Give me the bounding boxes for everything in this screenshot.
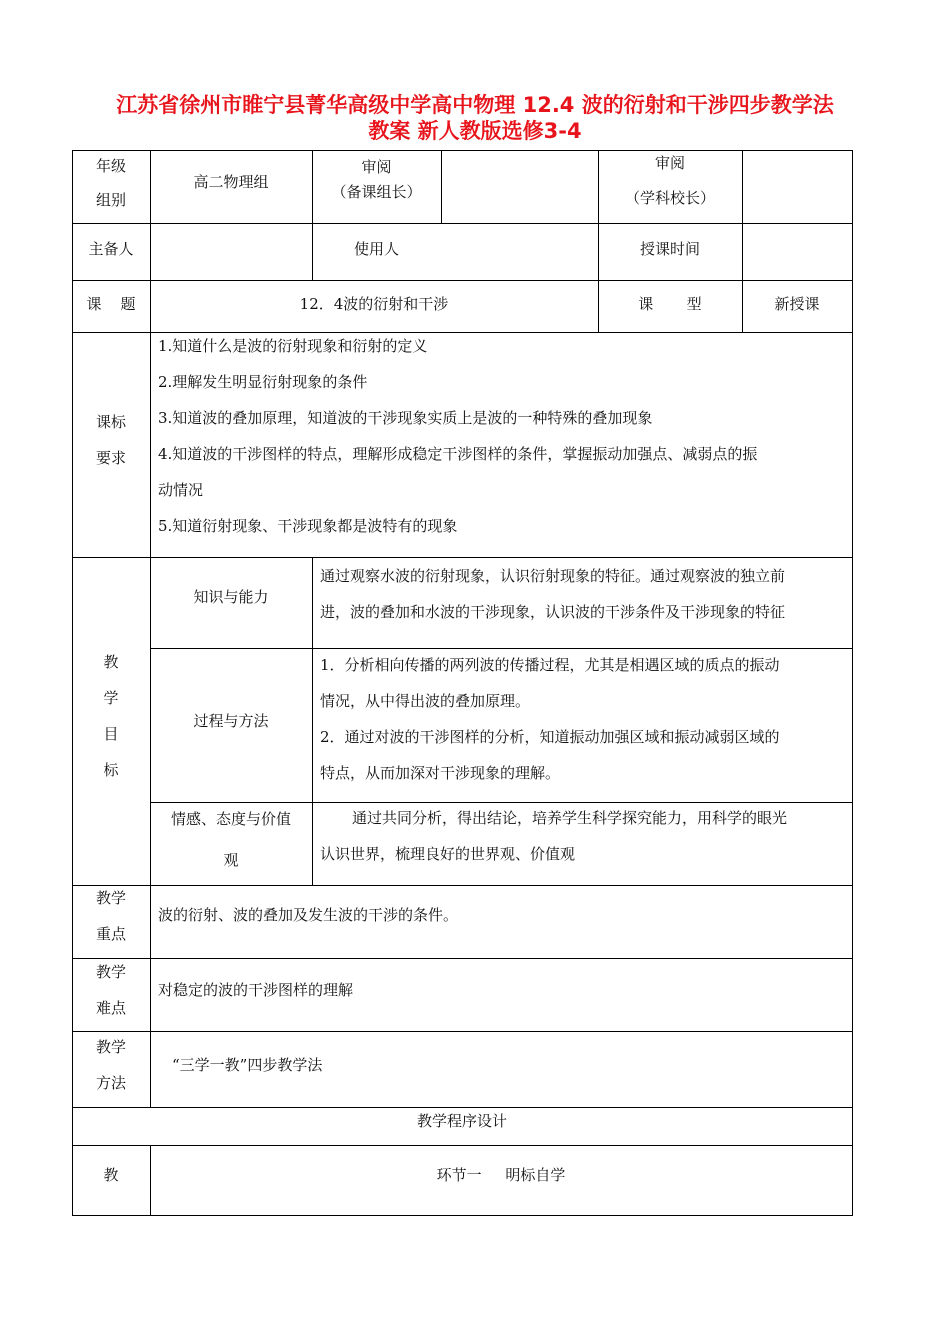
- row-line: [72, 1107, 852, 1108]
- group-label: 组别: [95, 191, 126, 209]
- standard-item: 2.理解发生明显衍射现象的条件: [158, 373, 368, 391]
- col-line: [441, 150, 442, 223]
- difficulty-label: 教学: [95, 963, 126, 981]
- process-line: 情况，从中得出波的叠加原理。: [320, 692, 531, 710]
- preparer-label: 主备人: [88, 240, 134, 258]
- method-value: “三学一教”四步教学法: [172, 1056, 323, 1074]
- review-role-label: （备课组长）: [331, 183, 422, 201]
- document-title: [60, 92, 890, 144]
- procedure-header: 教学程序设计: [416, 1112, 507, 1130]
- row-line: [72, 223, 852, 224]
- grade-value: 高二物理组: [193, 173, 269, 191]
- row-line: [72, 958, 852, 959]
- type-value: 新授课: [774, 295, 820, 313]
- attitude-line: 认识世界，梳理良好的世界观、价值观: [320, 845, 576, 863]
- standards-label: 要求: [95, 449, 126, 467]
- difficulty-label: 难点: [95, 999, 126, 1017]
- time-label: 授课时间: [639, 240, 700, 258]
- topic-label: 课 题: [86, 295, 136, 313]
- process-line: 特点，从而加深对干涉现象的理解。: [320, 764, 561, 782]
- process-line: 1．分析相向传播的两列波的传播过程，尤其是相遇区域的质点的振动: [320, 656, 780, 674]
- step-label: 教: [103, 1166, 119, 1184]
- row-line: [72, 280, 852, 281]
- col-line: [150, 150, 151, 1108]
- process-text: [320, 647, 780, 791]
- standards-list: [158, 328, 848, 544]
- key-label: 重点: [95, 925, 126, 943]
- topic-value: 12．4波的衍射和干涉: [299, 295, 449, 313]
- type-label: 课 型: [638, 295, 702, 313]
- step-value: 环节一 明标自学: [436, 1166, 566, 1184]
- review-label: 审阅: [654, 154, 685, 172]
- review-role-label: （学科校长）: [624, 189, 715, 207]
- row-line: [72, 885, 852, 886]
- knowledge-line: 进，波的叠加和水波的干涉现象，认识波的干涉条件及干涉现象的特征: [320, 603, 786, 621]
- objectives-label: 学: [103, 689, 119, 707]
- method-label: 教学: [95, 1038, 126, 1056]
- process-line: 2．通过对波的干涉图样的分析，知道振动加强区域和振动减弱区域的: [320, 728, 780, 746]
- objectives-label: 标: [103, 761, 119, 779]
- title-line-1: 江苏省徐州市睢宁县菁华高级中学高中物理 12.4 波的衍射和干涉四步教学法: [116, 93, 834, 117]
- knowledge-line: 通过观察水波的衍射现象，认识衍射现象的特征。通过观察波的独立前: [320, 567, 786, 585]
- standard-item: 动情况: [158, 481, 204, 499]
- standard-item: 5.知道衍射现象、干涉现象都是波特有的现象: [158, 517, 458, 535]
- attitude-label: 情感、态度与价值: [170, 810, 291, 828]
- key-value: 波的衍射、波的叠加及发生波的干涉的条件。: [158, 906, 459, 924]
- row-line: [72, 1215, 852, 1216]
- grade-label: 年级: [95, 157, 126, 175]
- attitude-line: 通过共同分析，得出结论，培养学生科学探究能力，用科学的眼光: [352, 809, 788, 827]
- knowledge-text: [320, 558, 785, 630]
- standards-label: 课标: [95, 413, 126, 431]
- title-line-2: 教案 新人教版选修3-4: [368, 119, 582, 143]
- standard-item: 4.知道波的干涉图样的特点，理解形成稳定干涉图样的条件，掌握振动加强点、减弱点的振: [158, 445, 758, 463]
- row-line: [72, 1031, 852, 1032]
- process-label: 过程与方法: [193, 712, 269, 730]
- row-line: [72, 150, 852, 151]
- col-line: [852, 150, 853, 1216]
- user-label: 使用人: [353, 240, 399, 258]
- knowledge-label: 知识与能力: [193, 588, 269, 606]
- col-line: [312, 557, 313, 885]
- standard-item: 1.知道什么是波的衍射现象和衍射的定义: [158, 337, 428, 355]
- attitude-text: [320, 800, 787, 872]
- difficulty-value: 对稳定的波的干涉图样的理解: [158, 981, 354, 999]
- method-label: 方法: [95, 1074, 126, 1092]
- row-line: [72, 1145, 852, 1146]
- review-label: 审阅: [361, 158, 392, 176]
- standard-item: 3.知道波的叠加原理，知道波的干涉现象实质上是波的一种特殊的叠加现象: [158, 409, 653, 427]
- key-label: 教学: [95, 889, 126, 907]
- attitude-label: 观: [223, 851, 239, 869]
- objectives-label: 教: [103, 653, 119, 671]
- objectives-label: 目: [103, 725, 119, 743]
